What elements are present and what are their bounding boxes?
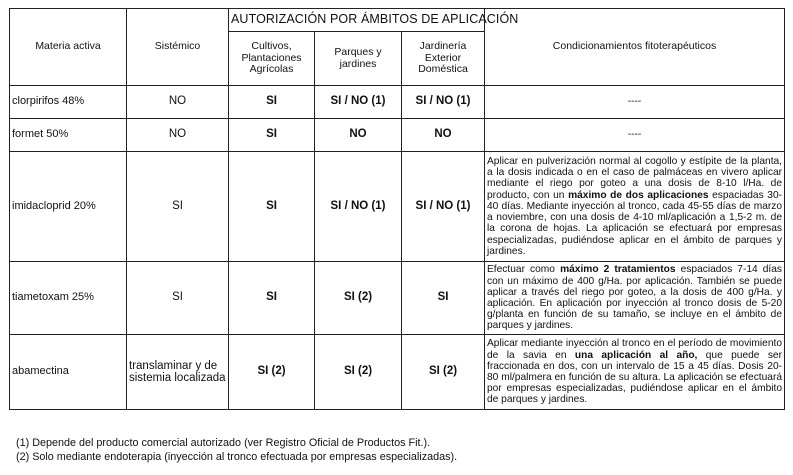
condicionamientos-highlight: una aplicación al año, <box>574 349 698 361</box>
condicionamientos-text: espaciadas 30-40 días. Mediante inyección al tronco, cada 45-55 días de marzo a noviembre, con una dosis de 4-10 ml/aplicación a 1,5-2 m. de la corona de hojas. La aplicación se efectuará por empresas especializadas, pudiéndose aplicar en el ámbito de parques y jardines. <box>487 189 783 257</box>
condicionamientos-text: Aplicar mediante inyección al tronco en el período de movimiento de la savia en <box>487 338 783 361</box>
jardineria-cell: NO <box>402 119 485 152</box>
header-jardineria: Jardinería Exterior Doméstica <box>402 32 485 86</box>
condicionamientos-text: Aplicar en pulverización normal al cogollo y estípite de la planta, a la dosis indicada o en el caso de palmáceas en vivero aplicar mediante el riego por goteo a una dosis de 8-10 l/Ha. de producto, con un <box>487 156 783 201</box>
condicionamientos-cell <box>485 335 785 410</box>
condicionamientos-cell <box>485 119 785 152</box>
header-autorizacion: AUTORIZACIÓN POR ÁMBITOS DE APLICACIÓN <box>229 9 485 32</box>
parques-cell: SI (2) <box>315 262 402 335</box>
table-row <box>10 152 785 262</box>
condicionamientos-cell <box>485 86 785 119</box>
header-parques: Parques y jardines <box>315 32 402 86</box>
jardineria-cell: SI (2) <box>402 335 485 410</box>
header-sistemico: Sistémico <box>127 9 229 86</box>
footnote-1: (1) Depende del producto comercial autorizado (ver Registro Oficial de Productos Fit.). <box>16 437 431 449</box>
jardineria-cell: SI / NO (1) <box>402 86 485 119</box>
parques-cell: SI / NO (1) <box>315 152 402 262</box>
sistemico-cell: SI <box>127 262 229 335</box>
condicionamientos-highlight: máximo de dos aplicaciones <box>568 189 709 201</box>
table-row <box>10 119 785 152</box>
condicionamientos-text: que puede ser fraccionada en dos, con un intervalo de 15 a 45 días. Dosis 20-80 ml/palmera en función de su altura. La aplicación se efectuará por empresas especializadas, pudiéndose aplicar en el ámbito de parques y jardines. <box>487 349 783 406</box>
materia-cell: imidacloprid 20% <box>10 152 127 262</box>
cultivos-cell: SI <box>229 86 315 119</box>
sistemico-cell: NO <box>127 86 229 119</box>
materia-cell: clorpirifos 48% <box>10 86 127 119</box>
jardineria-cell: SI / NO (1) <box>402 152 485 262</box>
materia-cell: tiametoxam 25% <box>10 262 127 335</box>
header-materia-activa: Materia activa <box>10 9 127 86</box>
condicionamientos-cell <box>485 262 785 335</box>
materia-cell: formet 50% <box>10 119 127 152</box>
condicionamientos-cell <box>485 152 785 262</box>
sistemico-cell: NO <box>127 119 229 152</box>
cultivos-cell: SI (2) <box>229 335 315 410</box>
header-condicionamientos: Condicionamientos fitoterapéuticos <box>485 9 785 86</box>
cultivos-cell: SI <box>229 262 315 335</box>
materia-cell: abamectina <box>10 335 127 410</box>
jardineria-cell: SI <box>402 262 485 335</box>
condicionamientos-text: ---- <box>627 129 642 141</box>
cultivos-cell: SI <box>229 119 315 152</box>
condicionamientos-highlight: máximo 2 tratamientos <box>560 264 676 276</box>
sistemico-cell: SI <box>127 152 229 262</box>
condicionamientos-text: Efectuar como <box>487 264 561 276</box>
table-row <box>10 86 785 119</box>
table-row <box>10 335 785 410</box>
header-cultivos: Cultivos, Plantaciones Agrícolas <box>229 32 315 86</box>
table-row <box>10 262 785 335</box>
cultivos-cell: SI <box>229 152 315 262</box>
authorization-table <box>9 8 785 410</box>
sistemico-cell: translaminar y de sistemia localizada <box>127 335 229 410</box>
parques-cell: SI (2) <box>315 335 402 410</box>
footnotes <box>16 436 457 464</box>
condicionamientos-text: espaciados 7-14 días con un máximo de 400 g/Ha. por aplicación. También se puede aplicar a través del riego por goteo, a la dosis de 400 g/Ha. y aplicación. En aplicación por inyección al tronco dosis de 5-20 g/planta en función de su tamaño, se incluye en el ámbito de parques y jardines. <box>487 264 783 332</box>
condicionamientos-text: ---- <box>627 96 642 108</box>
footnote-2: (2) Solo mediante endoterapia (inyección al tronco efectuada por empresas especializadas). <box>16 451 458 463</box>
parques-cell: NO <box>315 119 402 152</box>
parques-cell: SI / NO (1) <box>315 86 402 119</box>
